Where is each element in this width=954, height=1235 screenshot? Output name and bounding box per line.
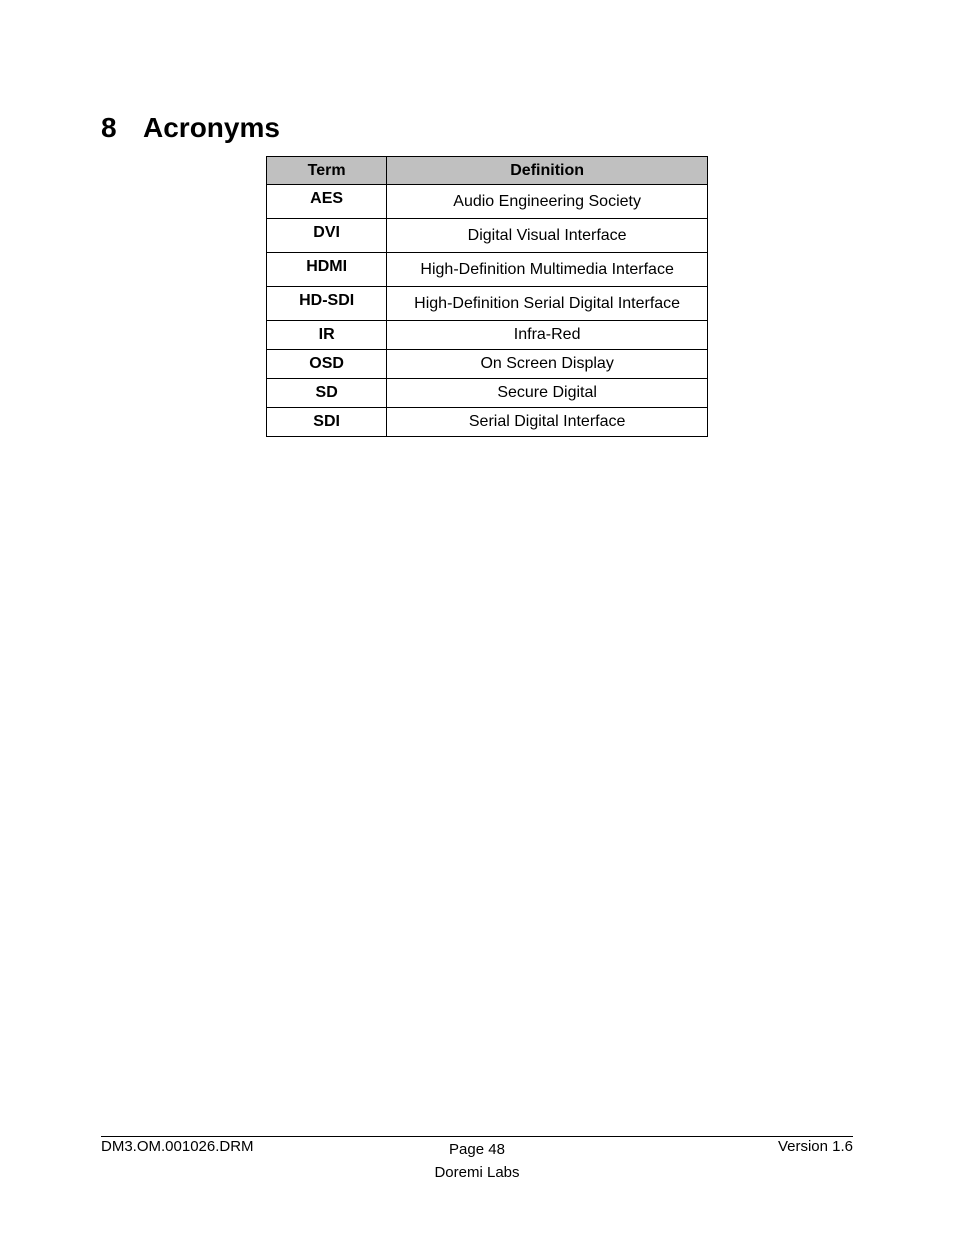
table-row	[267, 379, 708, 408]
column-header-term: Term	[267, 157, 387, 185]
definition-cell: Secure Digital	[387, 379, 708, 408]
term-cell: OSD	[267, 350, 387, 379]
footer-divider	[101, 1136, 853, 1137]
acronyms-table	[266, 156, 708, 437]
term-cell: SDI	[267, 408, 387, 437]
definition-cell: On Screen Display	[387, 350, 708, 379]
section-number: 8	[101, 112, 117, 143]
term-cell: AES	[267, 185, 387, 219]
section-heading	[101, 110, 280, 146]
term-cell: DVI	[267, 219, 387, 253]
table-row	[267, 253, 708, 287]
definition-cell: Serial Digital Interface	[387, 408, 708, 437]
definition-cell: Audio Engineering Society	[387, 185, 708, 219]
table-row	[267, 219, 708, 253]
footer-page-number: Page 48	[449, 1141, 505, 1158]
table-row	[267, 321, 708, 350]
section-title: Acronyms	[143, 112, 280, 143]
definition-cell: High-Definition Multimedia Interface	[387, 253, 708, 287]
table-row	[267, 185, 708, 219]
definition-cell: Infra-Red	[387, 321, 708, 350]
footer-version: Version 1.6	[777, 1138, 853, 1155]
term-cell: SD	[267, 379, 387, 408]
table-row	[267, 287, 708, 321]
column-header-definition: Definition	[387, 157, 708, 185]
table-row	[267, 408, 708, 437]
term-cell: HDMI	[267, 253, 387, 287]
table-row	[267, 350, 708, 379]
definition-cell: Digital Visual Interface	[387, 219, 708, 253]
definition-cell: High-Definition Serial Digital Interface	[387, 287, 708, 321]
footer-company: Doremi Labs	[434, 1164, 520, 1181]
table-header-row	[267, 157, 708, 185]
footer-document-id: DM3.OM.001026.DRM	[101, 1138, 254, 1155]
term-cell: HD-SDI	[267, 287, 387, 321]
term-cell: IR	[267, 321, 387, 350]
